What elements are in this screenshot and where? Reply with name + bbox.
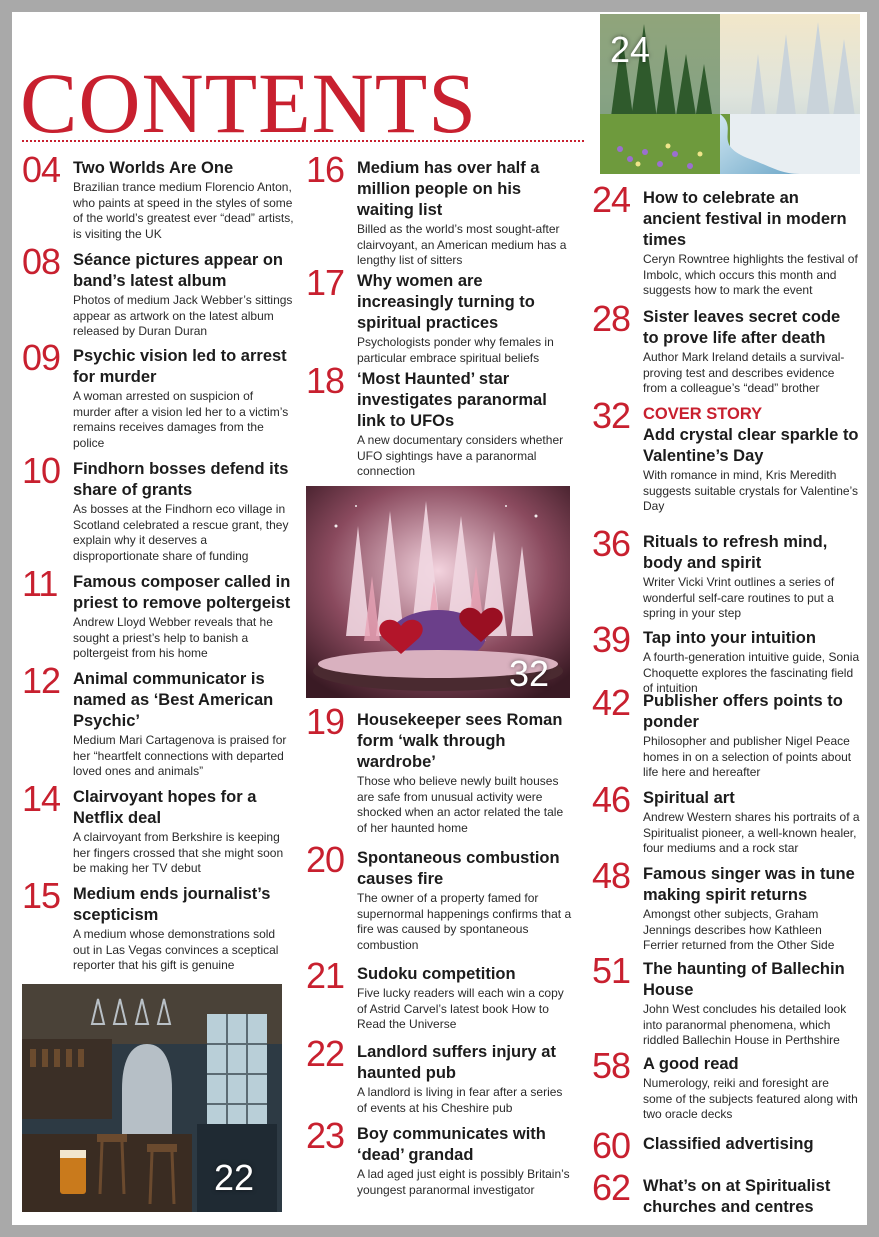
entry-description: John West concludes his detailed look into paranormal phenomena, which riddled Ballechin House in Perthshire [643, 1002, 847, 1048]
entry-headline: Clairvoyant hopes for a Netflix deal [73, 788, 257, 827]
entry-headline: ‘Most Haunted’ star investigates paranormal link to UFOs [357, 370, 547, 430]
entry-headline: Rituals to refresh mind, body and spirit [643, 533, 828, 572]
page-number: 18 [306, 360, 345, 401]
page-number: 32 [592, 395, 631, 436]
entry-description: Medium Mari Cartagenova is praised for her “heartfelt connections with departed loved ones and animals” [73, 733, 287, 779]
entry-headline: Classified advertising [643, 1135, 814, 1153]
page-number: 42 [592, 682, 631, 723]
page-number: 24 [592, 179, 631, 220]
page-number: 46 [592, 779, 631, 820]
entry-headline: Why women are increasingly turning to spiritual practices [357, 272, 535, 332]
entry-headline: Animal communicator is named as ‘Best American Psychic’ [73, 670, 274, 730]
contents-page [12, 12, 867, 1225]
pub-image [22, 984, 282, 1212]
page-number: 17 [306, 262, 345, 303]
entry-description: A landlord is living in fear after a series of events at his Cheshire pub [357, 1085, 563, 1115]
entry-headline: A good read [643, 1055, 739, 1073]
entry-headline: Add crystal clear sparkle to Valentine’s Day [643, 426, 859, 465]
entry-headline: Medium has over half a million people on his waiting list [357, 159, 540, 219]
entry-headline: Séance pictures appear on band’s latest album [73, 251, 283, 290]
page-number: 48 [592, 855, 631, 896]
entry-description: Psychologists ponder why females in particular embrace spiritual beliefs [357, 335, 554, 365]
page-title: CONTENTS [20, 55, 478, 151]
entry-description: With romance in mind, Kris Meredith suggests suitable crystals for Valentine’s Day [643, 468, 858, 514]
page-number: 16 [306, 149, 345, 190]
page-number: 20 [306, 839, 345, 880]
entry-headline: Spontaneous combustion causes fire [357, 849, 560, 888]
entry-description: Five lucky readers will each win a copy of Astrid Carvel’s latest book How to Read the Universe [357, 986, 564, 1032]
entry-description: Billed as the world’s most sought-after clairvoyant, an American medium has a lengthy list of sitters [357, 222, 567, 268]
entry-headline: Publisher offers points to ponder [643, 692, 843, 731]
page-number: 62 [592, 1167, 631, 1208]
entry-description: A lad aged just eight is possibly Britain’s youngest paranormal investigator [357, 1167, 570, 1197]
entry-headline: How to celebrate an ancient festival in modern times [643, 189, 847, 249]
dotted-divider [22, 140, 584, 142]
entry-description: Ceryn Rowntree highlights the festival of Imbolc, which occurs this month and suggests how to mark the event [643, 252, 858, 298]
page-number: 15 [22, 875, 61, 916]
entry-headline: What’s on at Spiritualist churches and centres [643, 1177, 831, 1216]
page-number: 08 [22, 241, 61, 282]
entry-headline: Sister leaves secret code to prove life after death [643, 308, 841, 347]
crystals-image [306, 486, 570, 698]
page-number: 28 [592, 298, 631, 339]
page-number: 39 [592, 619, 631, 660]
entry-description: A new documentary considers whether UFO sightings have a paranormal connection [357, 433, 564, 479]
image-page-number: 32 [509, 653, 550, 694]
entry-description: Those who believe newly built houses are safe from unusual activity were shocked when an actor related the tale of her haunted home [357, 774, 564, 835]
image-page-number: 24 [610, 29, 651, 70]
page-number: 23 [306, 1115, 345, 1156]
entry-headline: Famous singer was in tune making spirit returns [643, 865, 855, 904]
page-number: 21 [306, 955, 345, 996]
entry-headline: Tap into your intuition [643, 629, 816, 647]
page-number: 22 [306, 1033, 345, 1074]
entry-description: As bosses at the Findhorn eco village in Scotland celebrated a rescue grant, they explain why it deserves a disproportionate share of funding [73, 502, 289, 563]
entry-description: Andrew Lloyd Webber reveals that he sought a priest’s help to banish a poltergeist from his home [73, 615, 273, 661]
page-number: 58 [592, 1045, 631, 1086]
entry-headline: Landlord suffers injury at haunted pub [357, 1043, 556, 1082]
entry-description: Photos of medium Jack Webber’s sittings appear as artwork on the latest album released by Duran Duran [73, 293, 293, 339]
entry-description: Amongst other subjects, Graham Jennings describes how Kathleen Ferrier returned from the Other Side [643, 907, 835, 953]
entry-description: Writer Vicki Vrint outlines a series of wonderful self-care routines to put a spring in your step [643, 575, 835, 621]
page-number: 11 [22, 563, 58, 604]
entry-headline: Sudoku competition [357, 965, 516, 983]
entry-description: A fourth-generation intuitive guide, Sonia Choquette explores the fascinating field of intuition [643, 650, 860, 696]
entry-description: Brazilian trance medium Florencio Anton, who paints at speed in the styles of some of the world’s greatest ever “dead” artists, is visiting the UK [73, 180, 294, 241]
page-number: 10 [22, 450, 61, 491]
entry-description: A woman arrested on suspicion of murder after a vision led her to a victim’s remains receives damages from the police [73, 389, 289, 450]
entry-headline: Famous composer called in priest to remove poltergeist [73, 573, 291, 612]
page-number: 51 [592, 950, 631, 991]
entry-description: Numerology, reiki and foresight are some of the subjects featured along with two oracle decks [643, 1076, 858, 1122]
page-number: 14 [22, 778, 61, 819]
cover-story-label: COVER STORY [643, 405, 763, 423]
entry-headline: Psychic vision led to arrest for murder [73, 347, 287, 386]
entry-headline: Spiritual art [643, 789, 735, 807]
entry-description: Andrew Western shares his portraits of a Spiritualist pioneer, a well-known healer, four mediums and a rock star [643, 810, 860, 856]
entry-headline: The haunting of Ballechin House [643, 960, 845, 999]
page-number: 12 [22, 660, 61, 701]
page-number: 60 [592, 1125, 631, 1166]
entry-headline: Two Worlds Are One [73, 159, 234, 177]
entry-description: Philosopher and publisher Nigel Peace homes in on a selection of points about life here and hereafter [643, 734, 852, 780]
page-number: 09 [22, 337, 61, 378]
entry-description: Author Mark Ireland details a survival-proving test and describes evidence from a colleague’s “dead” brother [643, 350, 845, 396]
page-number: 36 [592, 523, 631, 564]
page-number: 04 [22, 149, 61, 190]
page-number: 19 [306, 701, 345, 742]
entry-description: The owner of a property famed for supernormal happenings confirms that a fire was caused by spontaneous combustion [357, 891, 572, 952]
entry-description: A clairvoyant from Berkshire is keeping her fingers crossed that she might soon be making her TV debut [73, 830, 284, 876]
forest-image [600, 14, 860, 174]
image-page-number: 22 [214, 1157, 255, 1198]
entry-headline: Medium ends journalist’s scepticism [73, 885, 271, 924]
entry-headline: Findhorn bosses defend its share of grants [73, 460, 289, 499]
entry-description: A medium whose demonstrations sold out in Las Vegas convinces a sceptical reporter that his gift is genuine [73, 927, 279, 973]
entry-headline: Housekeeper sees Roman form ‘walk through wardrobe’ [357, 711, 563, 771]
entry-headline: Boy communicates with ‘dead’ grandad [357, 1125, 546, 1164]
